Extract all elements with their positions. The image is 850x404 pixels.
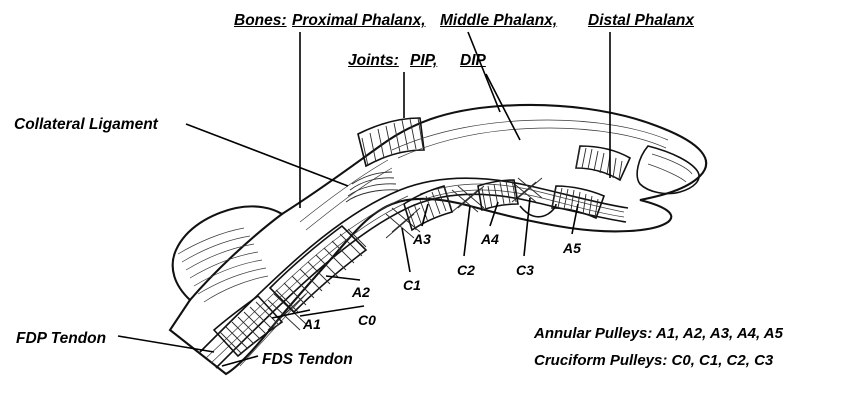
callout-a1: A1 — [303, 316, 321, 332]
callout-fdp-tendon: FDP Tendon — [16, 330, 107, 347]
callout-collateral-ligament: Collateral Ligament — [14, 116, 158, 133]
bone-middle-phalanx: Middle Phalanx, — [440, 12, 558, 29]
callout-a3: A3 — [413, 231, 431, 247]
joints-label: Joints: — [348, 52, 399, 69]
bone-distal-phalanx: Distal Phalanx — [588, 12, 694, 29]
callout-c0: C0 — [358, 312, 376, 328]
callout-fds-tendon: FDS Tendon — [262, 351, 353, 368]
legend-cruciform-pulleys: Cruciform Pulleys: C0, C1, C2, C3 — [534, 352, 774, 369]
joint-dip: DIP — [460, 52, 486, 69]
callout-c3: C3 — [516, 262, 534, 278]
callout-c2: C2 — [457, 262, 475, 278]
callout-a2: A2 — [352, 284, 370, 300]
joint-pip: PIP, — [410, 52, 438, 69]
callout-c1: C1 — [403, 277, 421, 293]
legend-annular-pulleys: Annular Pulleys: A1, A2, A3, A4, A5 — [534, 325, 783, 342]
callout-a4: A4 — [481, 231, 499, 247]
bones-label: Bones: — [234, 12, 287, 29]
callout-a5: A5 — [563, 240, 581, 256]
bone-proximal-phalanx: Proximal Phalanx, — [292, 12, 426, 29]
